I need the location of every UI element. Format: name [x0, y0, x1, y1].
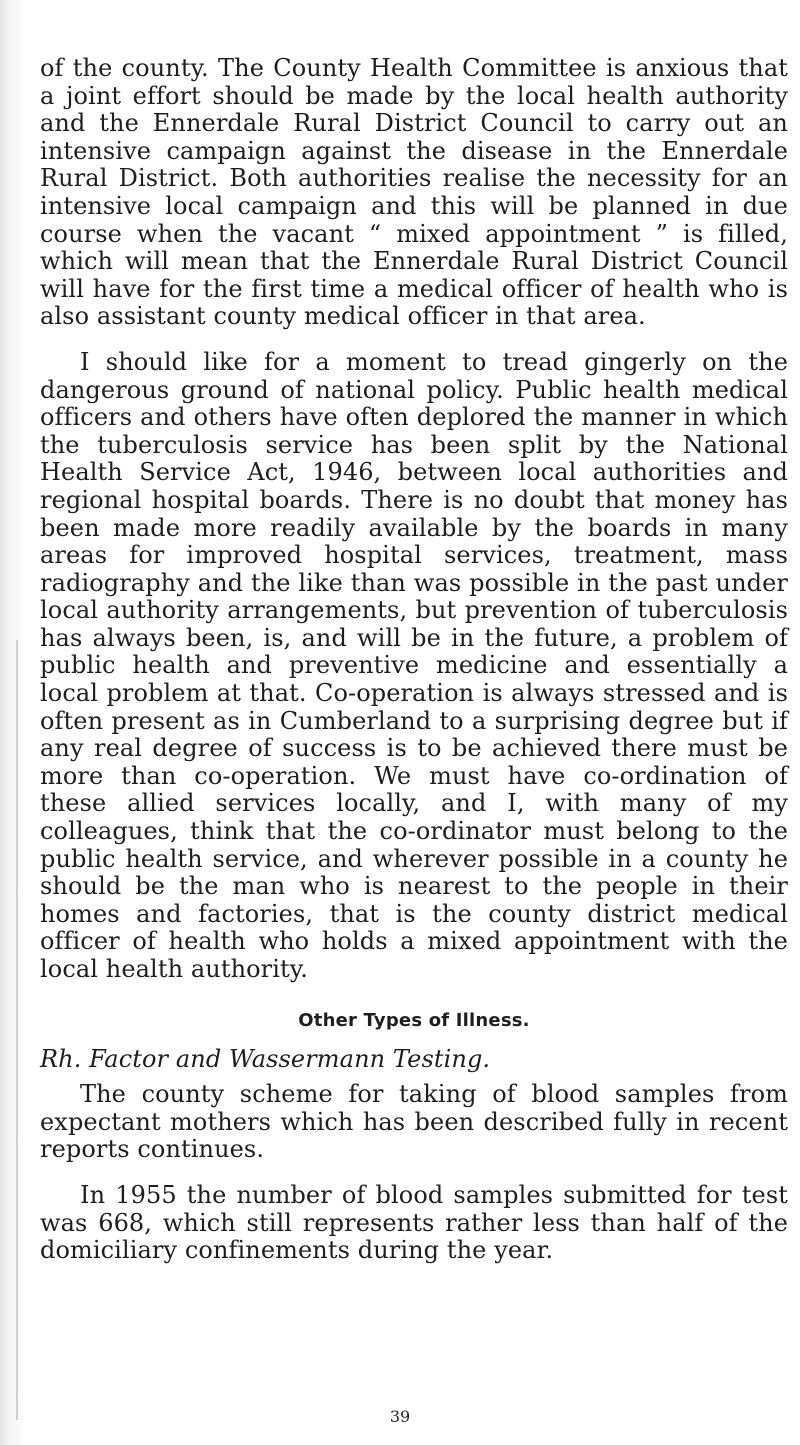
- paragraph-ennerdale-campaign: of the county. The County Health Committee is anxious that a joint effort should be made by the local health authority and the Ennerdale Rural District Council to carry out an intensive campaign against the disease in the Ennerdale Rural District. Both authorities realise the necessity for an intensive local campaign and this will be planned in due course when the vacant “ mixed appointment ” is filled, which will mean that the Ennerdale Rural District Council will have for the first time a medical officer of health who is also assistant county medical officer in that area.: [40, 54, 788, 331]
- paragraph-blood-samples-1955: In 1955 the number of blood samples submitted for test was 668, which still represents rather less than half of the domiciliary confinements during the year.: [40, 1180, 788, 1265]
- document-body: [40, 0, 788, 1265]
- page-number: 39: [389, 1407, 411, 1426]
- page-edge-shadow: [0, 0, 26, 1445]
- paragraph-national-policy: I should like for a moment to tread gingerly on the dangerous ground of national policy. Public health medical officers and others have often deplored the manner in which the tuberculosis service has been split by the National Health Service Act, 1946, between local authorities and regional hospital boards. There is no doubt that money has been made more readily available by the boards in many areas for improved hospital services, treatment, mass radiography and the like than was possible in the past under local authority arrangements, but prevention of tuberculosis has always been, is, and will be in the future, a problem of public health and preventive medicine and essentially a local problem at that. Co-operation is always stressed and is often present as in Cumberland to a surprising degree but if any real degree of success is to be achieved there must be more than co-operation. We must have co-ordination of these allied services locally, and I, with many of my colleagues, think that the co-ordinator must belong to the public health service, and wherever possible in a county he should be the man who is nearest to the people in their homes and factories, that is the county district medical officer of health who holds a mixed appointment with the local health authority.: [40, 347, 788, 983]
- paragraph-blood-samples-scheme: The county scheme for taking of blood samples from expectant mothers which has been described fully in recent reports continues.: [40, 1080, 788, 1164]
- section-heading-other-illness: Other Types of Illness.: [298, 1009, 530, 1031]
- page-edge-line: [16, 640, 18, 1420]
- subsection-heading-rh-factor: Rh. Factor and Wassermann Testing.: [40, 1044, 491, 1073]
